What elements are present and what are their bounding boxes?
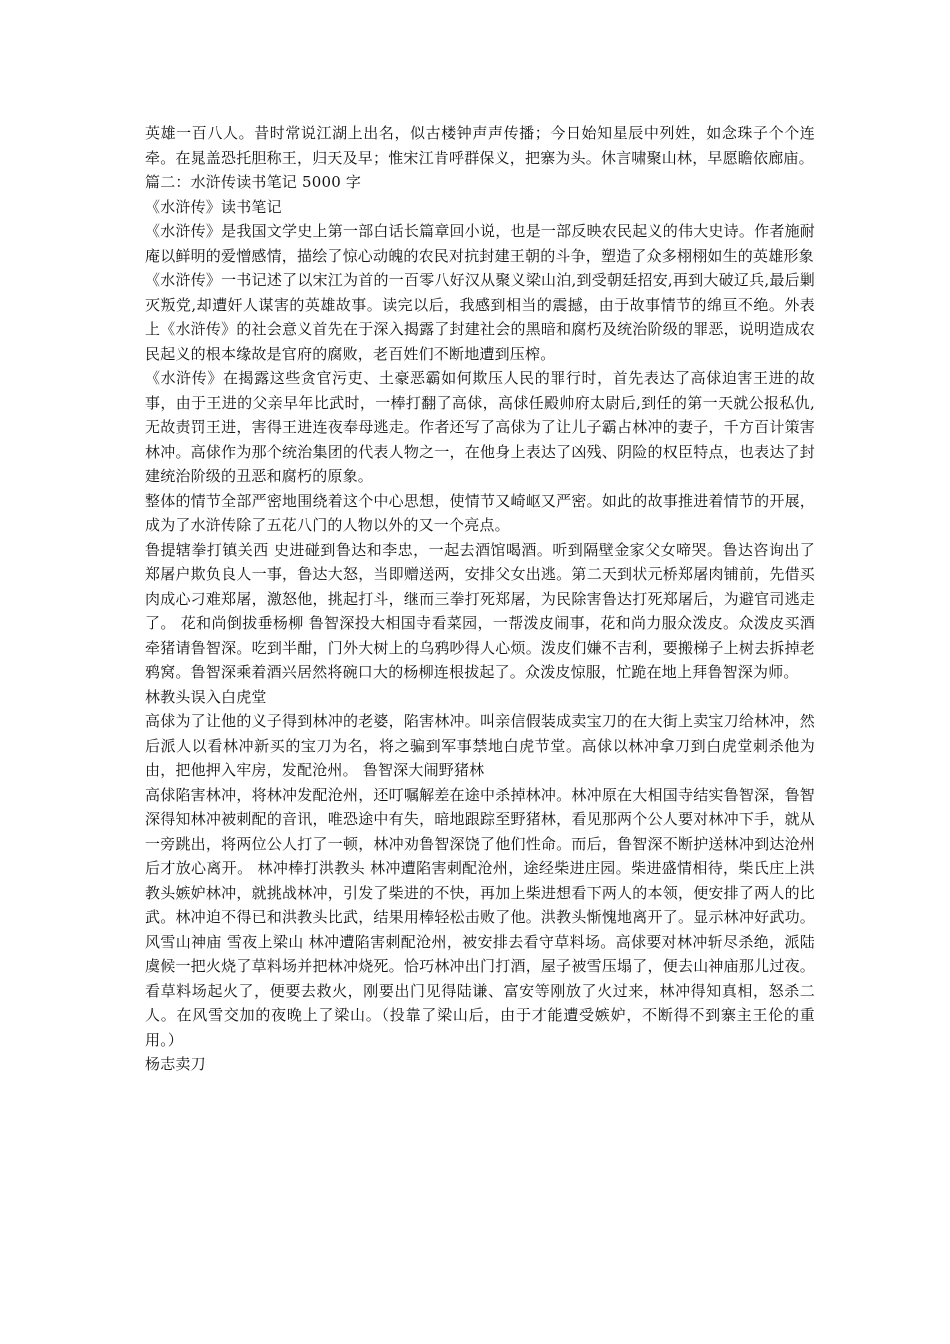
episode-heading-yang-zhi: 杨志卖刀 (145, 1055, 206, 1073)
paragraph-white-tiger-hall: 高俅为了让他的义子得到林冲的老婆，陷害林冲。叫亲信假装成卖宝刀的在大街上卖宝刀给林冲，然后派人以看林冲新买的宝刀为名，将之骗到军事禁地白虎节堂。高俅以林冲拿刀到白虎堂刺杀他为由，把他押入牢房，发配沧州。 鲁智深大闹野猪林 (145, 712, 815, 779)
paragraph-intro: 《水浒传》是我国文学史上第一部白话长篇章回小说，也是一部反映农民起义的伟大史诗。作者施耐庵以鲜明的爱憎感情，描绘了惊心动魄的农民对抗封建王朝的斗争，塑造了众多栩栩如生的英雄形象 (145, 222, 815, 265)
episode-heading-white-tiger-hall: 林教头误入白虎堂 (145, 687, 267, 706)
paragraph-plot: 整体的情节全部严密地围绕着这个中心思想，使情节又崎岖又严密。如此的故事推进着情节的开展，成为了水浒传除了五花八门的人物以外的又一个亮点。 (145, 491, 815, 534)
notes-title: 《水浒传》读书笔记 (145, 197, 282, 216)
document-body (145, 121, 815, 1077)
paragraph-summary: 《水浒传》一书记述了以宋江为首的一百零八好汉从聚义梁山泊,到受朝廷招安,再到大破辽兵,最后剿灭叛党,却遭奸人谋害的英雄故事。读完以后，我感到相当的震撼，由于故事情节的绵亘不绝。外表上《水浒传》的社会意义首先在于深入揭露了封建社会的黑暗和腐朽及统治阶级的罪恶，说明造成农民起义的根本缘故是官府的腐败，老百姓们不断地遭到压榨。 (145, 271, 815, 363)
paragraph-poem-ending: 英雄一百八人。昔时常说江湖上出名，似古楼钟声声传播；今日始知星辰中列姓，如念珠子个个连牵。在晁盖恐托胆称王，归天及早；惟宋江肯呼群保义，把寨为头。休言啸聚山林，早愿瞻依廊庙。 (145, 124, 815, 167)
paragraph-lin-chong: 高俅陷害林冲，将林冲发配沧州，还叮嘱解差在途中杀掉林冲。林冲原在大相国寺结实鲁智深，鲁智深得知林冲被刺配的音讯，唯恐途中有失，暗地跟踪至野猪林，看见那两个公人要对林冲下手，就从一旁跳出，将两位公人打了一顿，林冲劝鲁智深饶了他们性命。而后，鲁智深不断护送林冲到达沧州后才放心离开。 林冲棒打洪教头 林冲遭陷害刺配沧州，途经柴进庄园。柴进盛情相待，柴氏庄上洪教头嫉妒林冲，就挑战林冲，引发了柴进的不快，再加上柴进想看下两人的本领，便安排了两人的比武。林冲迫不得已和洪教头比武，结果用棒轻松击败了他。洪教头惭愧地离开了。显示林冲好武功。风雪山神庙 雪夜上梁山 林冲遭陷害刺配沧州，被安排去看守草料场。高俅要对林冲斩尽杀绝，派陆虞候一把火烧了草料场并把林冲烧死。恰巧林冲出门打酒，屋子被雪压塌了，便去山神庙那儿过夜。看草料场起火了，便要去救火，刚要出门见得陆谦、富安等刚放了火过来，林冲得知真相，怒杀二人。在风雪交加的夜晚上了梁山。（投靠了梁山后，由于才能遭受嫉妒，不断得不到寨主王伦的重用。） (145, 785, 815, 1049)
paragraph-gaoqiu: 《水浒传》在揭露这些贪官污吏、土豪恶霸如何欺压人民的罪行时，首先表达了高俅迫害王进的故事，由于王进的父亲早年比武时，一棒打翻了高俅，高俅任殿帅府太尉后,到任的第一天就公报私仇,无故责罚王进，害得王进连夜奉母逃走。作者还写了高俅为了让儿子霸占林冲的妻子，千方百计策害林冲。高俅作为那个统治集团的代表人物之一，在他身上表达了凶残、阴险的权臣特点，也表达了封建统治阶级的丑恶和腐朽的原象。 (145, 369, 815, 485)
paragraph-lu-zhishen: 鲁提辖拳打镇关西 史进碰到鲁达和李忠，一起去酒馆喝酒。听到隔壁金家父女啼哭。鲁达咨询出了郑屠户欺负良人一事，鲁达大怒，当即赠送两，安排父女出逃。第二天到状元桥郑屠肉铺前，先借买肉成心刁难郑屠，激怒他，挑起打斗，继而三拳打死郑屠，为民除害鲁达打死郑屠后，为避官司逃走了。 花和尚倒拔垂杨柳 鲁智深投大相国寺看菜园，一帮泼皮闹事，花和尚力服众泼皮。众泼皮买酒牵猪请鲁智深。吃到半酣，门外大树上的乌鸦吵得人心烦。泼皮们嫌不吉利，要搬梯子上树去拆掉老鸦窝。鲁智深乘着酒兴居然将碗口大的杨柳连根拔起了。众泼皮惊服，忙跪在地上拜鲁智深为师。 (145, 540, 815, 681)
section-heading: 篇二：水浒传读书笔记 5000 字 (145, 173, 362, 191)
